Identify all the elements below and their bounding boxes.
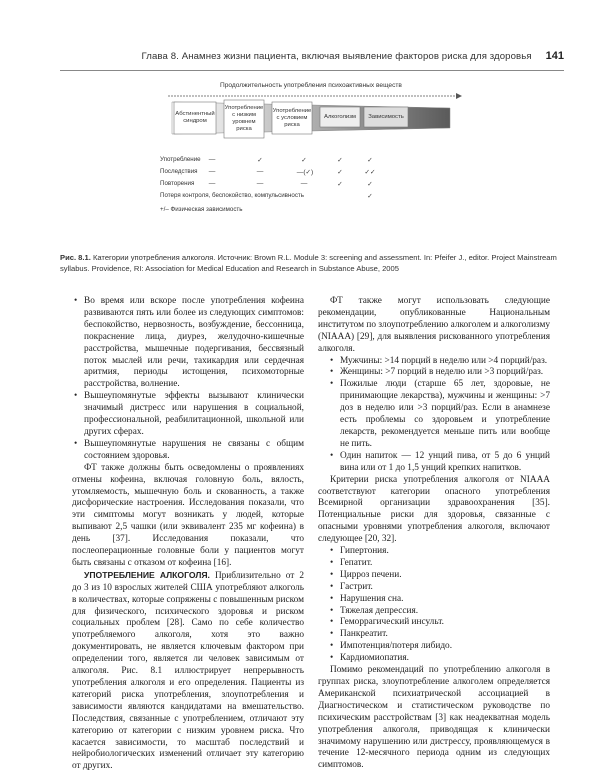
caption-label: Рис. 8.1.	[60, 253, 91, 262]
cell: ✓	[367, 193, 373, 200]
list-item: • Гепатит.	[318, 558, 550, 570]
list-item: • Один напиток — 12 унций пива, от 5 до 6 унций вина или от 1 до 1,5 унций крепких напитков.	[318, 451, 550, 475]
paragraph-niaaa-guidelines: ФТ также могут использовать следующие рекомендации, опубликованные Национальным институтом по злоупотреблению алкоголем и алкоголизму (NIAAA) [29], для выявления рискованного употребления алкоголя.	[318, 296, 550, 354]
caffeine-criteria-list	[72, 296, 304, 463]
cell: —	[256, 168, 264, 175]
cell: ✓	[337, 157, 343, 164]
cell: ✓	[367, 157, 373, 164]
row-label-consequences: Последствия	[160, 168, 198, 175]
category-risk: Употребление с условием риска	[272, 107, 312, 128]
list-item: • Пожилые люди (старше 65 лет, здоровые, не принимающие лекарства), мужчины и женщины: >7 доз в неделю или >3 порций/раз. Если в анамнезе есть проблемы со здоровьем и употребление лекарств, рекомендуется меньше пить или вообще не пить.	[318, 379, 550, 450]
list-item: • Панкреатит.	[318, 629, 550, 641]
chapter-title: Глава 8. Анамнез жизни пациента, включая выявление факторов риска для здоровья	[141, 51, 532, 62]
list-item: • Мужчины: >14 порций в неделю или >4 порций/раз.	[318, 356, 550, 368]
cell: —	[208, 156, 216, 163]
paragraph-alcohol-abuse-definition: Помимо рекомендаций по употреблению алкоголя в группах риска, злоупотребление алкоголем определяется Американской психиатрической ассоциацией в Диагностическом и статистическом руководстве по психическим расстройствам [3] как неадекватная модель употребления алкоголя, приводящая к клинически значимому нарушению или дистрессу, проявляющемуся в течение 12-месячного периода одним из следующих симптомов.	[318, 665, 550, 771]
figure-legend: +/– Физическая зависимость	[160, 206, 243, 213]
row-label-repetition: Повторения	[160, 180, 195, 187]
category-alcoholism: Алкоголизм	[324, 113, 356, 120]
left-column	[72, 296, 304, 773]
list-item: • Вышеупомянутые эффекты вызывают клинически значимый дистресс или нарушения в социальной, профессиональной, реабилитационной, школьной или других сферах.	[72, 391, 304, 439]
cell: ✓	[337, 169, 343, 176]
duration-arrowhead	[456, 93, 462, 99]
cell: —	[208, 168, 216, 175]
list-item: • Во время или вскоре после употребления кофеина развиваются пять или более из следующих симптомов: беспокойство, нервозность, возбуждение, бессонница, покраснение лица, диурез, желудочно-кишечные расстройства, мышечные подергивания, бессвязный поток мыслей или речи, тахикардия или сердечная аритмия, периоды истощения, психомоторные расстройства, волнение.	[72, 296, 304, 391]
category-low-risk: Употребление с низким уровнем риска	[224, 105, 264, 132]
category-abstinence: Абстинентный синдром	[175, 111, 215, 124]
cell: ✓	[337, 181, 343, 188]
category-dependence: Зависимость	[368, 113, 404, 120]
cell: ✓	[367, 181, 373, 188]
caption-text: Категории употребления алкоголя. Источник: Brown R.L. Module 3: screening and assessment. In: Pfeifer J., editor. Project Mainstream syllabus. Providence, RI: Association for Medical Education and Research in Substance Abuse, 2005	[60, 253, 557, 273]
paragraph-text: Приблизительно от 2 до 3 из 10 взрослых жителей США употребляют алкоголь в количествах, которые сопряжены с повышенным риском для физического, психического здоровья и риском социальных проблем [28]. Само по себе количество употребляемого алкоголя, хотя это важно документировать, не является ключевым фактором при определении того, является ли человек зависимым от алкоголя. Рис. 8.1 иллюстрирует непрерывность употребления алкоголя и его определения. Пациенты из категорий риска употребления, злоупотребления и зависимости являются кандидатами на вмешательство. Последствия, связанные с употреблением, отличают эту категорию от категории с низким уровнем риска. Что касается зависимости, то масштаб последствий и нейробиологических изменений отличает эту категорию от других.	[72, 570, 304, 772]
paragraph-caffeine-withdrawal: ФТ также должны быть осведомлены о проявлениях отмены кофеина, включая головную боль, вялость, утомляемость, мышечную боль и скованность, а также дисфорические настроения. Исследования показали, что эти симптомы могут возникать у людей, которые выпивают 2,5 чашки (или эквивалент 235 мг кофеина) в день [37]. Исследования показали, что послеоперационные головные боли у пациентов могут быть связаны с отказом от кофеина [16].	[72, 462, 304, 568]
list-item: • Тяжелая депрессия.	[318, 606, 550, 618]
figure-caption	[60, 252, 580, 274]
cell: ✓	[301, 157, 307, 164]
list-item: • Женщины: >7 порций в неделю или >3 порций/раз.	[318, 367, 550, 379]
row-label-use: Употребление	[160, 156, 201, 163]
list-item: • Нарушения сна.	[318, 594, 550, 606]
run-in-heading: УПОТРЕБЛЕНИЕ АЛКОГОЛЯ.	[84, 569, 210, 580]
list-item: • Кардиомиопатия.	[318, 653, 550, 665]
paragraph-alcohol-use	[72, 570, 304, 773]
figure-8-1	[160, 82, 520, 252]
list-item: • Импотенция/потеря либидо.	[318, 641, 550, 653]
cell: —	[208, 180, 216, 187]
niaaa-limits-list	[318, 356, 550, 475]
page-number: 141	[545, 50, 564, 62]
row-label-loss-of-control: Потеря контроля, беспокойство, компульсивность	[160, 192, 304, 199]
cell: ✓	[257, 157, 263, 164]
cell: ✓✓	[364, 169, 376, 176]
running-header	[60, 50, 564, 71]
cell: —	[300, 180, 308, 187]
cell: —	[256, 180, 264, 187]
list-item: • Цирроз печени.	[318, 570, 550, 582]
right-column	[318, 296, 550, 772]
list-item: • Геморрагический инсульт.	[318, 617, 550, 629]
paragraph-risk-criteria: Критерии риска употребления алкоголя от NIAAA соответствуют категории опасного употребления Всемирной организации здравоохранения [35]. Потенциальные риски для здоровья, связанные с опасными уровнями употребления алкоголя, включают следующее [20, 32].	[318, 474, 550, 545]
duration-label: Продолжительность употребления психоактивных веществ	[220, 82, 402, 89]
list-item: • Гастрит.	[318, 582, 550, 594]
cell: —(✓)	[296, 169, 314, 176]
list-item: • Вышеупомянутые нарушения не связаны с общим состоянием здоровья.	[72, 439, 304, 463]
list-item: • Гипертония.	[318, 546, 550, 558]
health-risks-list	[318, 546, 550, 665]
